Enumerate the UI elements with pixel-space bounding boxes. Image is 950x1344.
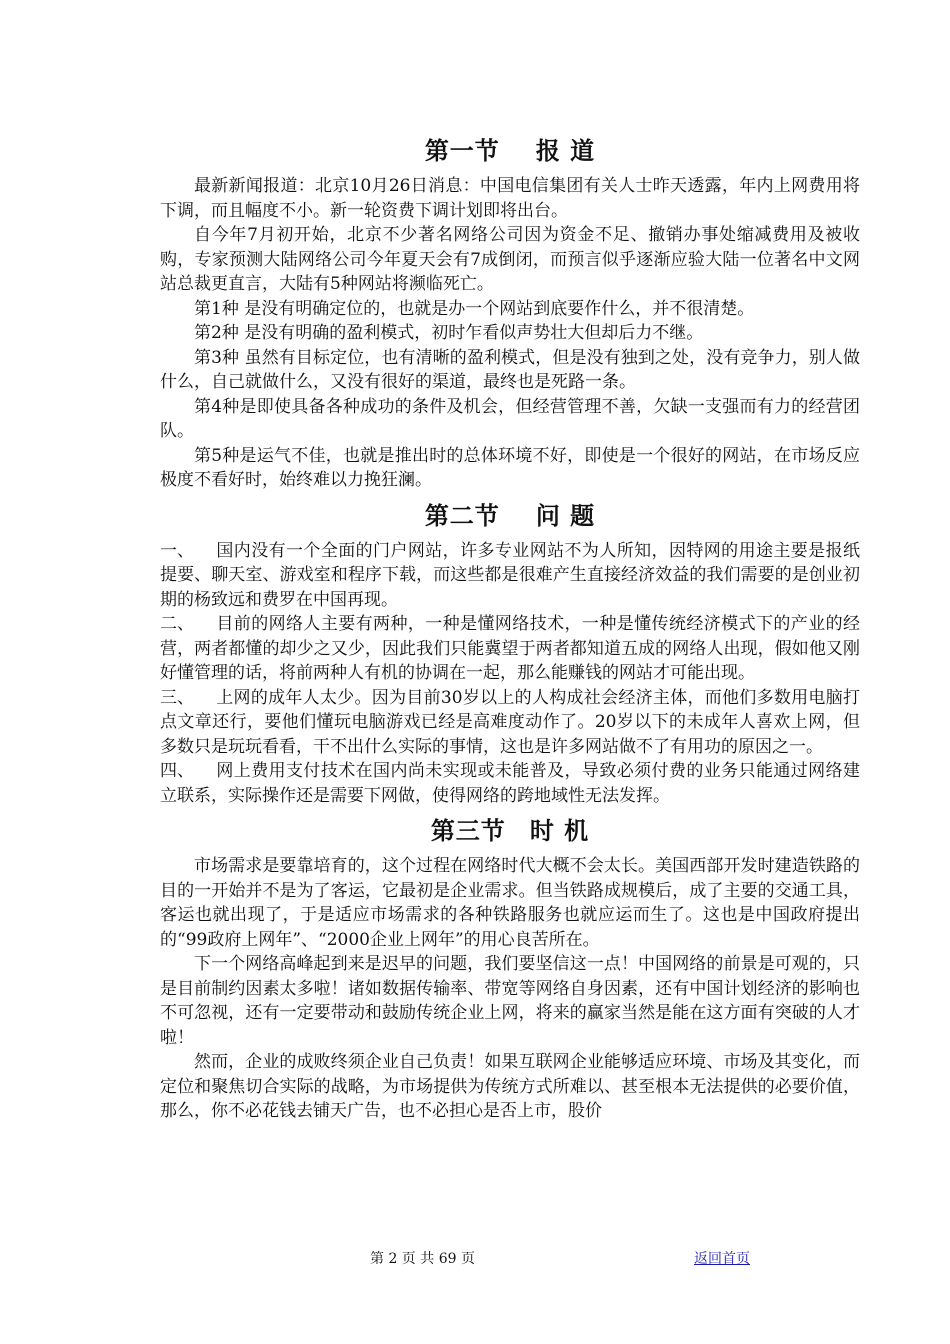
list-item-number: 二、 bbox=[160, 614, 194, 634]
paragraph: 第5种是运气不佳，也就是推出时的总体环境不好，即使是一个很好的网站，在市场反应极度不看好时，始终难以力挽狂澜。 bbox=[160, 445, 860, 490]
paragraph: 第1种 是没有明确定位的，也就是办一个网站到底要作什么，并不很清楚。 bbox=[194, 298, 755, 319]
section-2-heading bbox=[160, 501, 860, 531]
paragraph: 市场需求是要靠培育的，这个过程在网络时代大概不会太长。美国西部开发时建造铁路的目的一开始并不是为了客运，它最初是企业需求。但当铁路成规模后，成了主要的交通工具，客运也就出现了，于是适应市场需求的各种铁路服务也就应运而生了。这也是中国政府提出的“99政府上网年”、“2000企业上网年”的用心良苦所在。 bbox=[160, 856, 860, 950]
list-item-number: 一、 bbox=[160, 540, 194, 561]
paragraph: 第4种是即使具备各种成功的条件及机会，但经营管理不善，欠缺一支强而有力的经营团队。 bbox=[160, 396, 860, 441]
section-1-title: 报 道 bbox=[535, 136, 596, 165]
paragraph: 第2种 是没有明确的盈利模式，初时乍看似声势壮大但却后力不继。 bbox=[194, 323, 704, 343]
paragraph: 然而，企业的成败终须企业自己负责！如果互联网企业能够适应环境、市场及其变化，而定位和聚焦切合实际的战略，为市场提供为传统方式所难以、甚至根本无法提供的必要价值，那么，你不必花钱去铺天广告，也不必担心是否上市，股价 bbox=[160, 1052, 860, 1121]
section-1-heading bbox=[160, 136, 860, 166]
paragraph: 下一个网络高峰起到来是迟早的问题，我们要坚信这一点！中国网络的前景是可观的，只是目前制约因素太多啦！诸如数据传输率、带宽等网络自身因素，还有中国计划经济的影响也不可忽视，还有一定要带动和鼓励传统企业上网，将来的赢家当然是能在这方面有突破的人才啦！ bbox=[160, 954, 860, 1048]
paragraph: 第3种 虽然有目标定位，也有清晰的盈利模式，但是没有独到之处，没有竞争力，别人做什么，自己就做什么，又没有很好的渠道，最终也是死路一条。 bbox=[160, 347, 860, 392]
list-item bbox=[160, 539, 860, 613]
list-item-text: 目前的网络人主要有两种，一种是懂网络技术，一种是懂传统经济模式下的产业的经营，两者都懂的却少之又少，因此我们只能冀望于两者都知道五成的网络人出现，假如他又刚好懂管理的话，将前两种人有机的协调在一起，那么能赚钱的网站才可能出现。 bbox=[160, 614, 860, 683]
section-1-number: 第一节 bbox=[424, 136, 500, 165]
page-number: 第 2 页 共 69 页 bbox=[370, 1251, 475, 1267]
list-item bbox=[160, 612, 860, 686]
list-item bbox=[160, 686, 860, 760]
list-item-text: 上网的成年人太少。因为目前30岁以上的人构成社会经济主体，而他们多数用电脑打点文章还行，要他们懂玩电脑游戏已经是高难度动作了。20岁以下的未成年人喜欢上网，但多数只是玩玩看看，干不出什么实际的事情，这也是许多网站做不了有用功的原因之一。 bbox=[160, 687, 860, 757]
section-3-heading bbox=[160, 816, 860, 846]
list-item bbox=[160, 759, 860, 808]
section-3-title: 时 机 bbox=[529, 816, 590, 845]
list-item-number: 三、 bbox=[160, 687, 194, 708]
section-3-number: 第三节 bbox=[430, 816, 506, 845]
back-to-home-link[interactable]: 返回首页 bbox=[694, 1251, 750, 1267]
section-2-number: 第二节 bbox=[424, 500, 500, 530]
paragraph: 最新新闻报道：北京10月26日消息：中国电信集团有关人士昨天透露，年内上网费用将下调，而且幅度不小。新一轮资费下调计划即将出台。 bbox=[160, 176, 860, 221]
list-item-number: 四、 bbox=[160, 761, 194, 781]
paragraph: 自今年7月初开始，北京不少著名网络公司因为资金不足、撤销办事处缩减费用及被收购，专家预测大陆网络公司今年夏天会有7成倒闭，而预言似乎逐渐应验大陆一位著名中文网站总裁更直言，大陆有5种网站将濒临死亡。 bbox=[160, 225, 860, 294]
list-item-text: 国内没有一个全面的门户网站，许多专业网站不为人所知，因特网的用途主要是报纸提要、聊天室、游戏室和程序下载，而这些都是很难产生直接经济效益的我们需要的是创业初期的杨致远和费罗在中国再现。 bbox=[160, 540, 860, 610]
list-item-text: 网上费用支付技术在国内尚未实现或未能普及，导致必须付费的业务只能通过网络建立联系，实际操作还是需要下网做，使得网络的跨地域性无法发挥。 bbox=[160, 761, 860, 806]
section-2-title: 问 题 bbox=[535, 500, 596, 530]
document-body bbox=[160, 128, 860, 1124]
